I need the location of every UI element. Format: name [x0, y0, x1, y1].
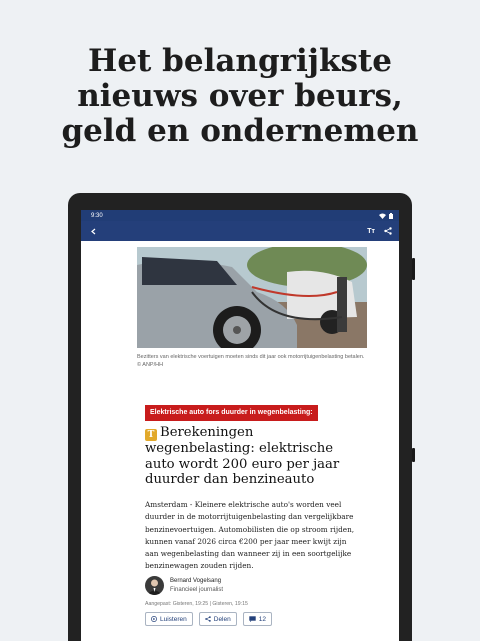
- image-caption: Bezitters van elektrische voertuigen moeten sinds dit jaar ook motorrijtuigenbelasting betalen. © ANP/HH: [137, 354, 365, 368]
- play-icon: [151, 616, 157, 622]
- listen-label: Luisteren: [160, 615, 187, 623]
- status-time: 9:30: [91, 212, 103, 219]
- article-actions: [145, 612, 272, 626]
- volume-button: [412, 258, 415, 280]
- battery-icon: [389, 213, 393, 219]
- comment-icon: [249, 616, 256, 622]
- article-title-text: Berekeningen wegenbelasting: elektrische auto wordt 200 euro per jaar duurder dan benzineauto: [145, 425, 340, 487]
- promo-line-1: Het belangrijkste: [88, 43, 392, 79]
- article-timestamps: Aangepast: Gisteren, 19:25 | Gisteren, 19:15: [145, 601, 248, 607]
- promo-line-2: nieuws over beurs,: [77, 78, 403, 114]
- share-label: Delen: [213, 615, 231, 623]
- publisher-logo-icon: T: [145, 429, 157, 441]
- author-name: Bernard Vogelsang: [170, 577, 222, 584]
- article-image[interactable]: [137, 247, 367, 348]
- tablet-frame: [68, 193, 412, 641]
- status-bar: [81, 210, 399, 221]
- comments-count: 12: [258, 615, 266, 623]
- avatar: [145, 576, 164, 595]
- tablet-screen: [81, 210, 399, 641]
- share-button[interactable]: [199, 612, 237, 626]
- author-role: Financieel journalist: [170, 586, 224, 593]
- promo-line-3: geld en ondernemen: [61, 113, 419, 149]
- power-button: [412, 448, 415, 462]
- text-size-button[interactable]: Tт: [367, 227, 375, 235]
- listen-button[interactable]: [145, 612, 193, 626]
- share-icon: [205, 616, 211, 622]
- topic-tag[interactable]: Elektrische auto fors duurder in wegenbelasting:: [145, 405, 318, 421]
- back-arrow-icon[interactable]: [90, 228, 97, 235]
- comments-button[interactable]: [243, 612, 272, 626]
- wifi-icon: [379, 213, 386, 219]
- promo-headline: [0, 44, 480, 149]
- article-title: [145, 425, 355, 488]
- app-bar: [81, 221, 399, 241]
- author-block[interactable]: [145, 576, 223, 595]
- share-icon[interactable]: [384, 227, 392, 235]
- car-charging-illustration: [137, 247, 367, 348]
- article-lead: Amsterdam - Kleinere elektrische auto's worden veel duurder in de motorrijtuigenbelasting dan vergelijkbare benzinevoertuigen. Automobilisten die op stroom rijden, kunnen vanaf 2026 circa €200 per jaar meer kwijt zijn aan wegenbelasting dan wanneer zij in een soortgelijke benzinewagen zouden rijden.: [145, 500, 355, 571]
